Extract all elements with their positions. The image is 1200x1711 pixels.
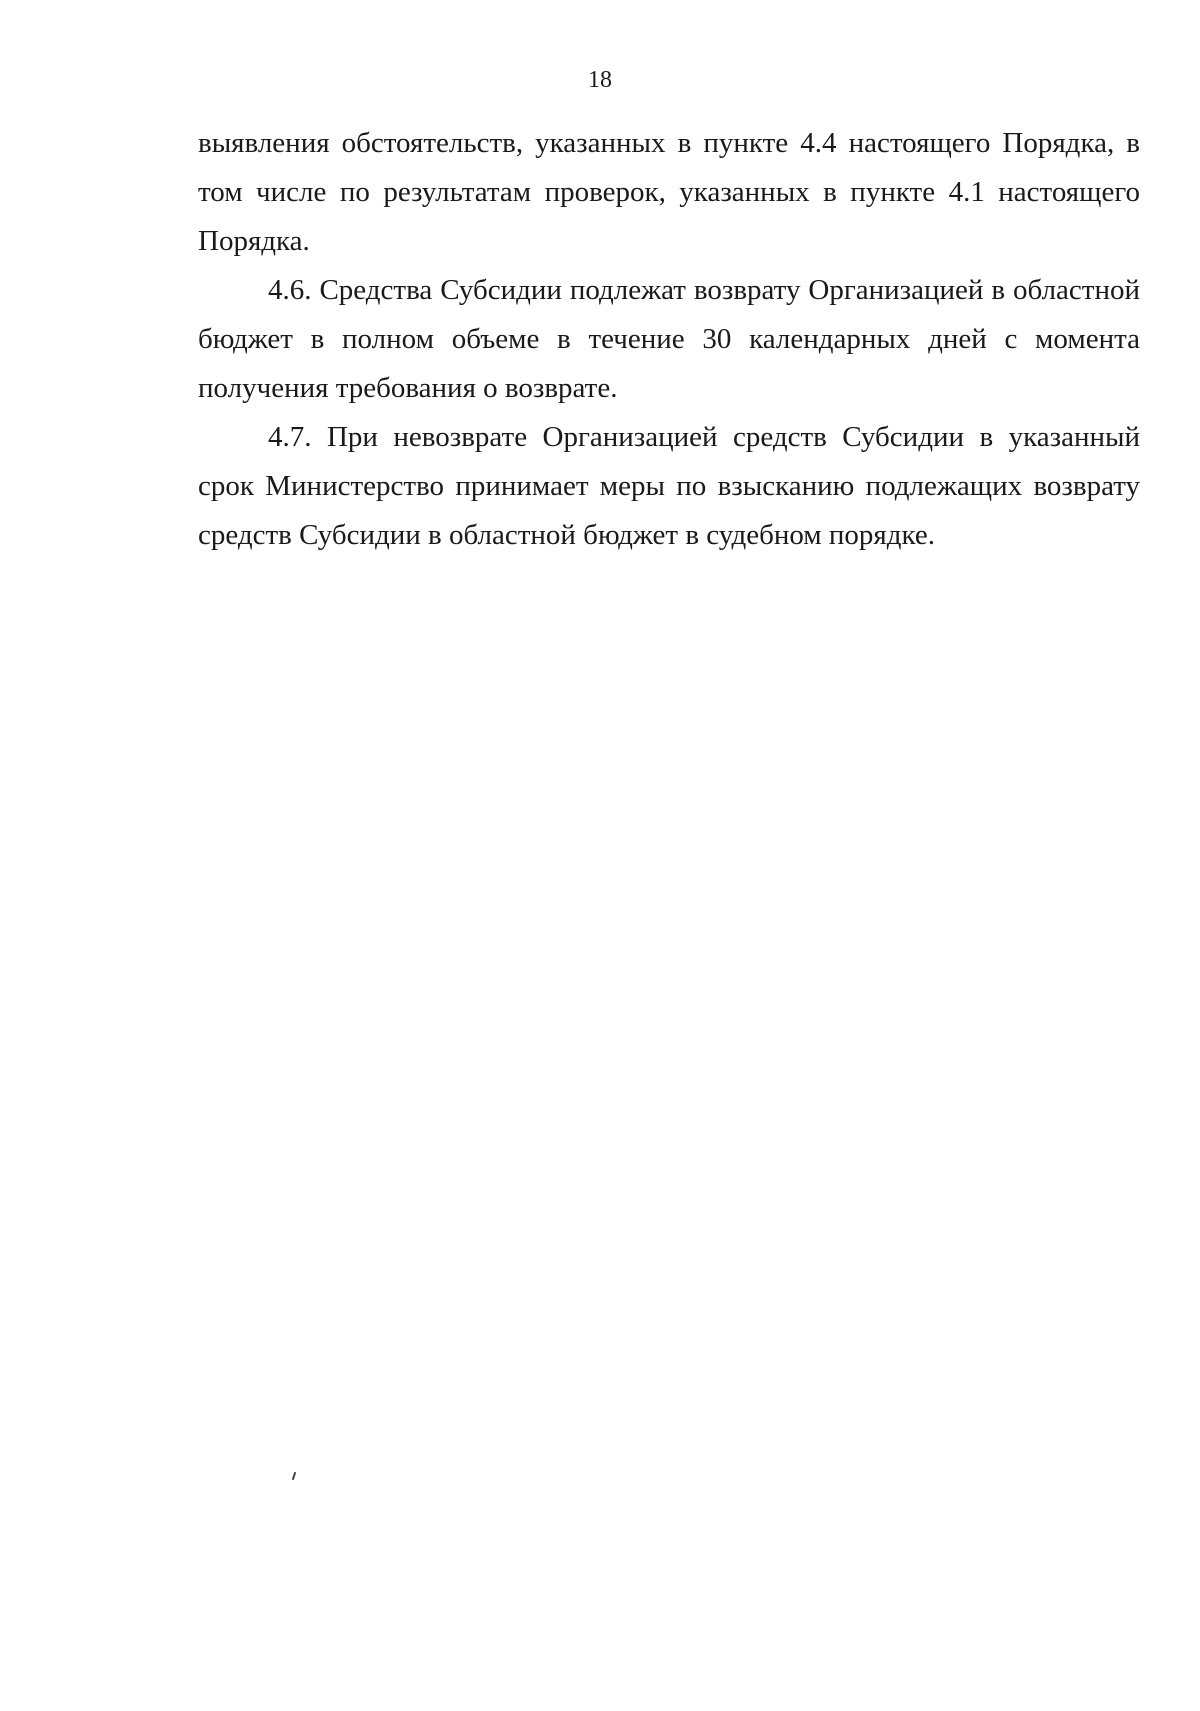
paragraph-continuation: выявления обстоятельств, указанных в пункте 4.4 настоящего Порядка, в том числе по результатам проверок, указанных в пункте 4.1 настоящего Порядка.	[198, 127, 1140, 257]
document-body	[198, 119, 1140, 560]
paragraph-4-7: 4.7. При невозврате Организацией средств Субсидии в указанный срок Министерство принимает меры по взысканию подлежащих возврату средств Субсидии в областной бюджет в судебном порядке.	[198, 421, 1140, 551]
scan-speck	[292, 1472, 296, 1480]
paragraph-4-6: 4.6. Средства Субсидии подлежат возврату Организацией в областной бюджет в полном объеме в течение 30 календарных дней с момента получения требования о возврате.	[198, 274, 1140, 404]
page-number: 18	[588, 67, 612, 93]
